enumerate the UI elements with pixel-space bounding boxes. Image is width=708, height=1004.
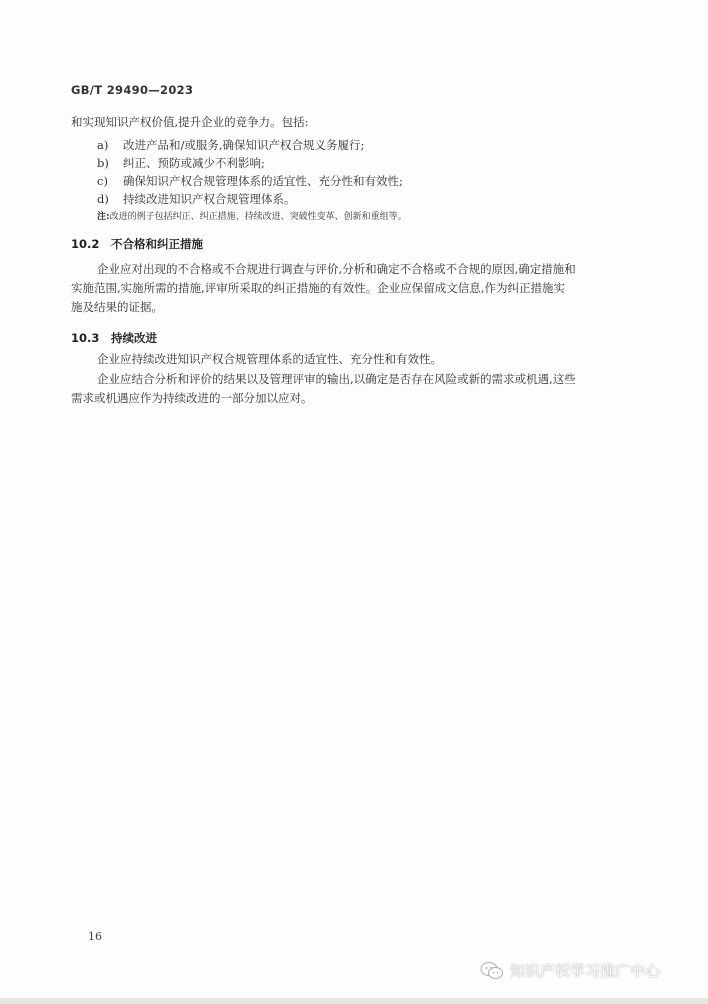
list-marker: d) (97, 192, 109, 206)
list-item (97, 137, 364, 153)
page-number: 16 (88, 930, 102, 943)
section-heading-10-2 (71, 236, 203, 252)
note-label: 注: (97, 212, 110, 222)
list-text: 确保知识产权合规管理体系的适宜性、充分性和有效性; (123, 174, 403, 188)
watermark-text: 知识产权学习推广中心 (510, 962, 661, 980)
paragraph-line: 施及结果的证据。 (71, 300, 163, 314)
section-title: 不合格和纠正措施 (111, 237, 203, 251)
section-title: 持续改进 (111, 331, 157, 345)
standard-code: GB/T 29490—2023 (71, 83, 194, 97)
watermark (480, 960, 660, 981)
list-marker: a) (97, 138, 109, 152)
list-item (97, 191, 296, 207)
bottom-divider (0, 998, 708, 1004)
list-text: 纠正、预防或减少不利影响; (123, 156, 265, 170)
paragraph-line: 企业应持续改进知识产权合规管理体系的适宜性、充分性和有效性。 (97, 352, 442, 366)
list-item (97, 155, 265, 171)
list-marker: b) (97, 156, 109, 170)
note-text: 改进的例子包括纠正、纠正措施、持续改进、突破性变革、创新和重组等。 (109, 212, 407, 222)
wechat-icon (480, 961, 504, 981)
section-heading-10-3 (71, 330, 157, 346)
intro-text: 和实现知识产权价值,提升企业的竞争力。包括: (71, 115, 309, 129)
paragraph-line: 需求或机遇应作为持续改进的一部分加以应对。 (71, 391, 313, 405)
section-number: 10.3 (71, 331, 100, 345)
note (97, 209, 407, 222)
paragraph-line: 企业应对出现的不合格或不合规进行调查与评价,分析和确定不合格或不合规的原因,确定措施和 (97, 262, 576, 276)
list-marker: c) (97, 174, 108, 188)
list-text: 持续改进知识产权合规管理体系。 (123, 192, 296, 206)
section-number: 10.2 (71, 237, 100, 251)
paragraph-line: 企业应结合分析和评价的结果以及管理评审的输出,以确定是否存在风险或新的需求或机遇,这些 (97, 372, 576, 386)
list-item (97, 173, 403, 189)
paragraph-line: 实施范围,实施所需的措施,评审所采取的纠正措施的有效性。企业应保留成文信息,作为纠正措施实 (71, 281, 565, 295)
list-text: 改进产品和/或服务,确保知识产权合规义务履行; (123, 138, 365, 152)
